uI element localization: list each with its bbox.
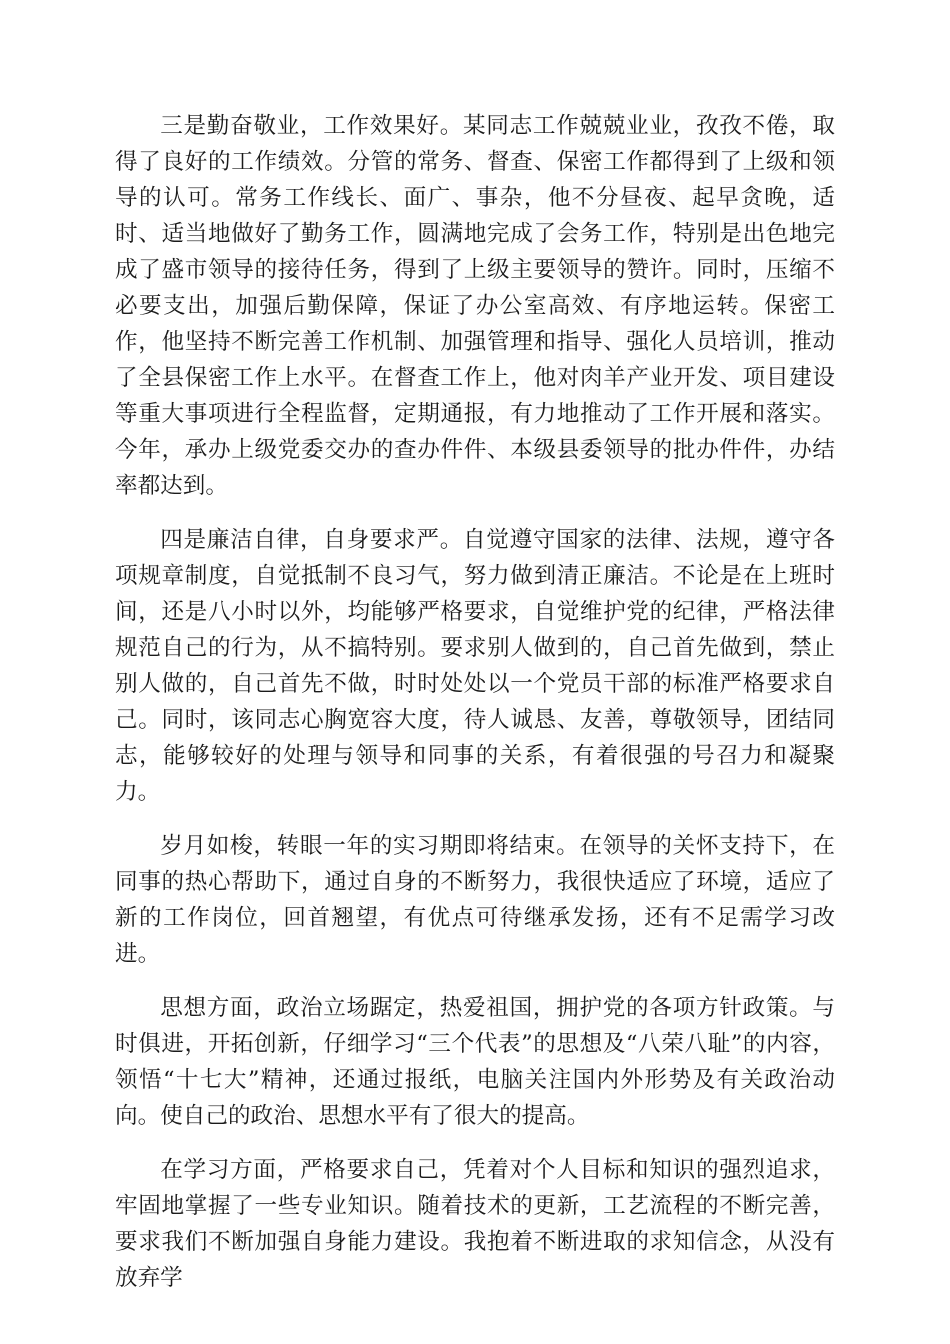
paragraph-integrity: 四是廉洁自律，自身要求严。自觉遵守国家的法律、法规，遵守各项规章制度，自觉抵制不良习气，努力做到清正廉洁。不论是在上班时间，还是八小时以外，均能够严格要求，自觉维护党的纪律，严格法律规范自己的行为，从不搞特别。要求别人做到的，自己首先做到，禁止别人做的，自己首先不做，时时处处以一个党员干部的标准严格要求自己。同时，该同志心胸宽容大度，待人诚恳、友善，尊敬领导，团结同志，能够较好的处理与领导和同事的关系，有着很强的号召力和凝聚力。 bbox=[115, 527, 835, 805]
paragraph-diligence: 三是勤奋敬业，工作效果好。某同志工作兢兢业业，孜孜不倦，取得了良好的工作绩效。分管的常务、督查、保密工作都得到了上级和领导的认可。常务工作线长、面广、事杂，他不分昼夜、起早贪晚，适时、适当地做好了勤务工作，圆满地完成了会务工作，特别是出色地完成了盛市领导的接待任务，得到了上级主要领导的赞许。同时，压缩不必要支出，加强后勤保障，保证了办公室高效、有序地运转。保密工作，他坚持不断完善工作机制、加强管理和指导、强化人员培训，推动了全县保密工作上水平。在督查工作上，他对肉羊产业开发、项目建设等重大事项进行全程监督，定期通报，有力地推动了工作开展和落实。今年，承办上级党委交办的查办件件、本级县委领导的批办件件，办结率都达到。 bbox=[115, 113, 835, 499]
paragraph-internship: 岁月如梭，转眼一年的实习期即将结束。在领导的关怀支持下，在同事的热心帮助下，通过自身的不断努力，我很快适应了环境，适应了新的工作岗位，回首翘望，有优点可待继承发扬，还有不足需学习改进。 bbox=[115, 833, 835, 967]
paragraph-ideology: 思想方面，政治立场踞定，热爱祖国，拥护党的各项方针政策。与时俱进，开拓创新，仔细学习“三个代表”的思想及“八荣八耻”的内容，领悟“十七大”精神，还通过报纸，电脑关注国内外形势及有关政治动向。使自己的政治、思想水平有了很大的提高。 bbox=[115, 995, 835, 1129]
paragraph-study: 在学习方面，严格要求自己，凭着对个人目标和知识的强烈追求，牢固地掌握了一些专业知识。随着技术的更新，工艺流程的不断完善，要求我们不断加强自身能力建设。我抱着不断进取的求知信念，从没有放弃学 bbox=[115, 1157, 835, 1291]
document-page bbox=[115, 108, 835, 1314]
